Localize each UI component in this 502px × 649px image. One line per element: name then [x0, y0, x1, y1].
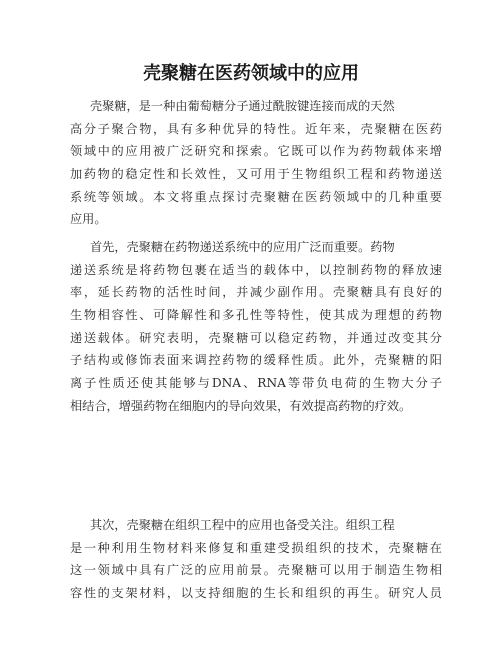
text-line: 应用。	[70, 212, 107, 227]
text-line: 子结构或修饰表面来调控药物的缓释性质。此外，壳聚糖的阳	[70, 353, 442, 368]
text-line: 高分子聚合物，具有多种优异的特性。近年来，壳聚糖在医药	[70, 121, 442, 136]
text-line: 其次，壳聚糖在组织工程中的应用也备受关注。组织工程	[90, 518, 395, 532]
text-line: 率，延长药物的活性时间，并减少副作用。壳聚糖具有良好的	[70, 285, 442, 300]
text-line: 领域中的应用被广泛研究和探索。它既可以作为药物载体来增	[70, 144, 442, 159]
text-line: 相结合，增强药物在细胞内的导向效果，有效提高药物的疗效。	[70, 398, 412, 413]
paragraph-intro	[70, 95, 442, 231]
text-line: 是一种利用生物材料来修复和重建受损组织的技术，壳聚糖在	[70, 540, 442, 555]
text-line: 生物相容性、可降解性和多孔性等特性，使其成为理想的药物	[70, 308, 442, 323]
text-line: 离子性质还使其能够与DNA、RNA等带负电荷的生物大分子	[70, 376, 442, 391]
paragraph-drug-delivery	[70, 236, 442, 418]
text-line: 系统等领域。本文将重点探讨壳聚糖在医药领域中的几种重要	[70, 189, 442, 204]
text-line: 壳聚糖，是一种由葡萄糖分子通过酰胺键连接而成的天然	[90, 99, 395, 113]
text-line: 这一领域中具有广泛的应用前景。壳聚糖可以用于制造生物相	[70, 563, 442, 578]
text-line: 递送载体。研究表明，壳聚糖可以稳定药物，并通过改变其分	[70, 330, 442, 345]
text-line: 加药物的稳定性和长效性，又可用于生物组织工程和药物递送	[70, 167, 442, 182]
text-line: 递送系统是将药物包裹在适当的载体中，以控制药物的释放速	[70, 262, 442, 277]
text-line: 首先，壳聚糖在药物递送系统中的应用广泛而重要。药物	[90, 240, 395, 254]
text-line: 容性的支架材料，以支持细胞的生长和组织的再生。研究人员	[70, 586, 442, 601]
paragraph-tissue-engineering	[70, 514, 442, 605]
document-title: 壳聚糖在医药领域中的应用	[143, 63, 359, 84]
